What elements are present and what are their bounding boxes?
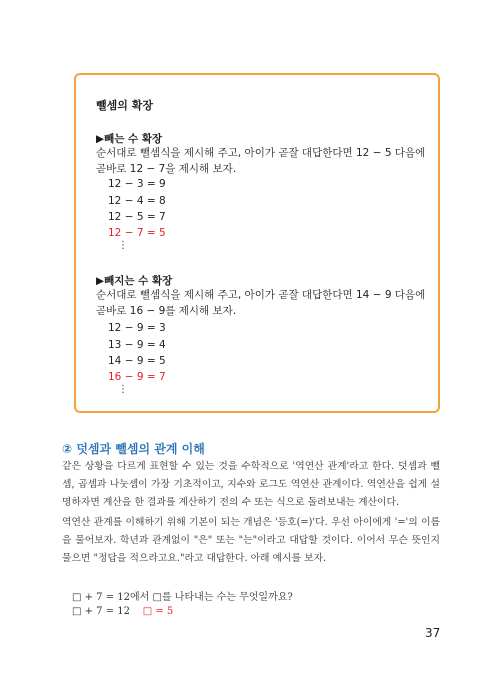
section2-equation-2: 13 − 9 = 4	[108, 339, 166, 351]
section-paragraph-1: 같은 상황을 다르게 표현할 수 있는 것을 수학적으로 '역연산 관계'라고 한다. 덧셈과 뺄셈, 곱셈과 나눗셈이 가장 기초적이고, 지수와 로그도 역연산 관계이다. 역연산을 쉽게 설명하자면 계산을 한 결과를 계산하기 전의 수 또는 식으로 돌려보내는 계산이다.	[62, 461, 440, 508]
section2-heading: ▶빼지는 수 확장	[96, 275, 173, 287]
section1-heading: ▶빼는 수 확장	[96, 133, 163, 145]
section1-intro: 순서대로 뺄셈식을 제시해 주고, 아이가 곧잘 대답한다면 12 − 5 다음에 곧바로 12 − 7을 제시해 보자.	[96, 147, 426, 175]
section1-highlight-equation: 12 − 7 = 5	[108, 227, 166, 239]
section1-equation-3: 12 − 5 = 7	[108, 211, 166, 223]
section2-equation-3: 14 − 9 = 5	[108, 355, 166, 367]
section1-equation-1: 12 − 3 = 9	[108, 178, 166, 190]
section2-intro: 순서대로 뺄셈식을 제시해 주고, 아이가 곧잘 대답한다면 14 − 9 다음에 곧바로 16 − 9를 제시해 보자.	[96, 289, 426, 317]
section-title: ② 덧셈과 뺄셈의 관계 이해	[62, 442, 205, 456]
example-answer: □ = 5	[142, 606, 174, 617]
subtraction-extension-box	[74, 73, 440, 413]
section2-ellipsis: ⋮	[118, 384, 128, 395]
example-question: □ + 7 = 12에서 □를 나타내는 수는 무엇일까요?	[72, 592, 293, 603]
page-number: 37	[425, 626, 441, 640]
section-paragraph-2: 역연산 관계를 이해하기 위해 기본이 되는 개념은 '등호(=)'다. 우선 아이에게 '='의 이름을 물어보자. 학년과 관계없이 "은" 또는 "는"이라고 대답할 것이다. 이어서 무슨 뜻인지 물으면 "정답을 적으라고요."라고 대답한다. 아래 예시를 보자.	[62, 517, 440, 564]
section2-equation-1: 12 − 9 = 3	[108, 322, 166, 334]
section1-ellipsis: ⋮	[118, 240, 128, 251]
example-equation: □ + 7 = 12	[72, 606, 131, 617]
section1-equation-2: 12 − 4 = 8	[108, 195, 166, 207]
section2-highlight-equation: 16 − 9 = 7	[108, 371, 166, 383]
box-title: 뺄셈의 확장	[96, 99, 153, 112]
example-equation-line	[72, 606, 173, 617]
